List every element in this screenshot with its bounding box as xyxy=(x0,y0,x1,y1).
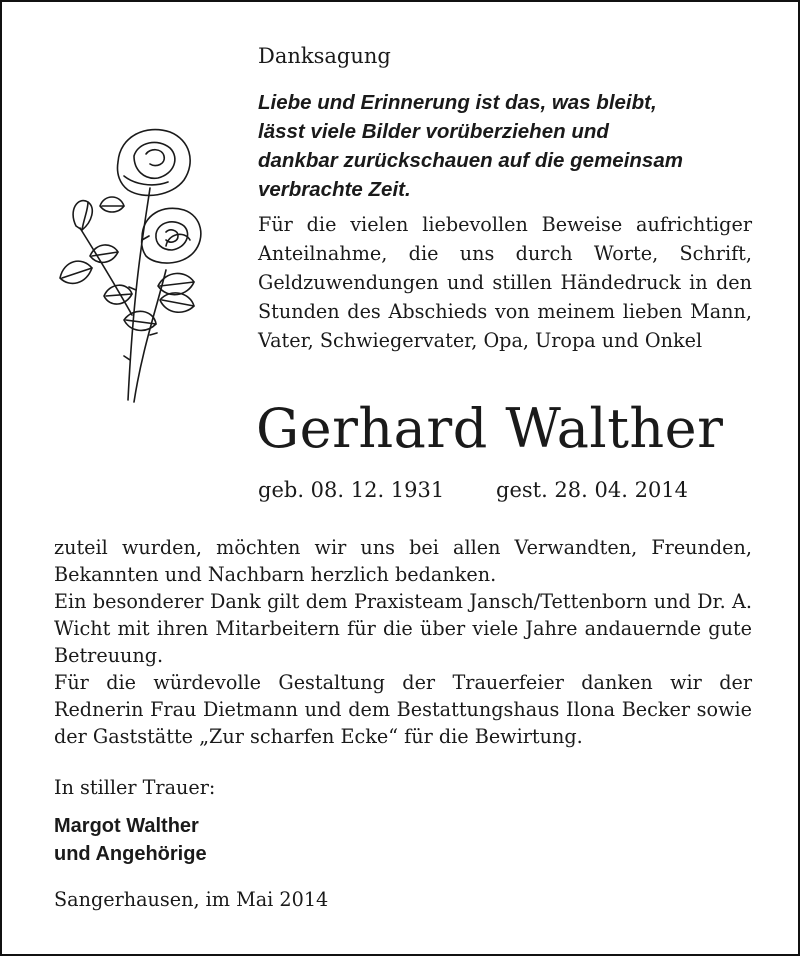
rose-illustration-icon xyxy=(38,110,248,410)
deceased-name: Gerhard Walther xyxy=(256,397,724,460)
heading: Danksagung xyxy=(258,44,391,68)
birth-date: geb. 08. 12. 1931 xyxy=(258,478,445,502)
body-paragraph: zuteil wurden, möchten wir uns bei allen Verwandten, Freunden, Bekannten und Nachbarn herzlich bedanken. xyxy=(54,536,752,586)
thanks-intro-text: Für die vielen liebevollen Beweise aufrichtiger Anteilnahme, die uns durch Worte, Schrift, Geldzuwendungen und stillen Händedruck in den Stunden des Abschieds von meinem lieben Mann, Vater, Schwiegervater, Opa, Uropa und Onkel xyxy=(258,213,752,352)
death-date: gest. 28. 04. 2014 xyxy=(496,478,689,502)
mourning-line: In stiller Trauer: xyxy=(54,776,216,799)
thanks-body xyxy=(54,534,752,750)
body-paragraph: Ein besonderer Dank gilt dem Praxisteam Jansch/Tettenborn und Dr. A. Wicht mit ihren Mitarbeitern für die über viele Jahre andauernde gute Betreuung. xyxy=(54,590,752,667)
place-date: Sangerhausen, im Mai 2014 xyxy=(54,888,329,911)
body-paragraph: Für die würdevolle Gestaltung der Trauerfeier danken wir der Rednerin Frau Dietmann und dem Bestattungshaus Ilona Becker sowie der Gaststätte „Zur scharfen Ecke“ für die Bewirtung. xyxy=(54,671,752,748)
signers: Margot Walther und Angehörige xyxy=(54,815,207,865)
motto-verse: Liebe und Erinnerung ist das, was bleibt, lässt viele Bilder vorüberziehen und dankbar zurückschauen auf die gemeinsam verbrachte Zeit. xyxy=(258,91,683,201)
